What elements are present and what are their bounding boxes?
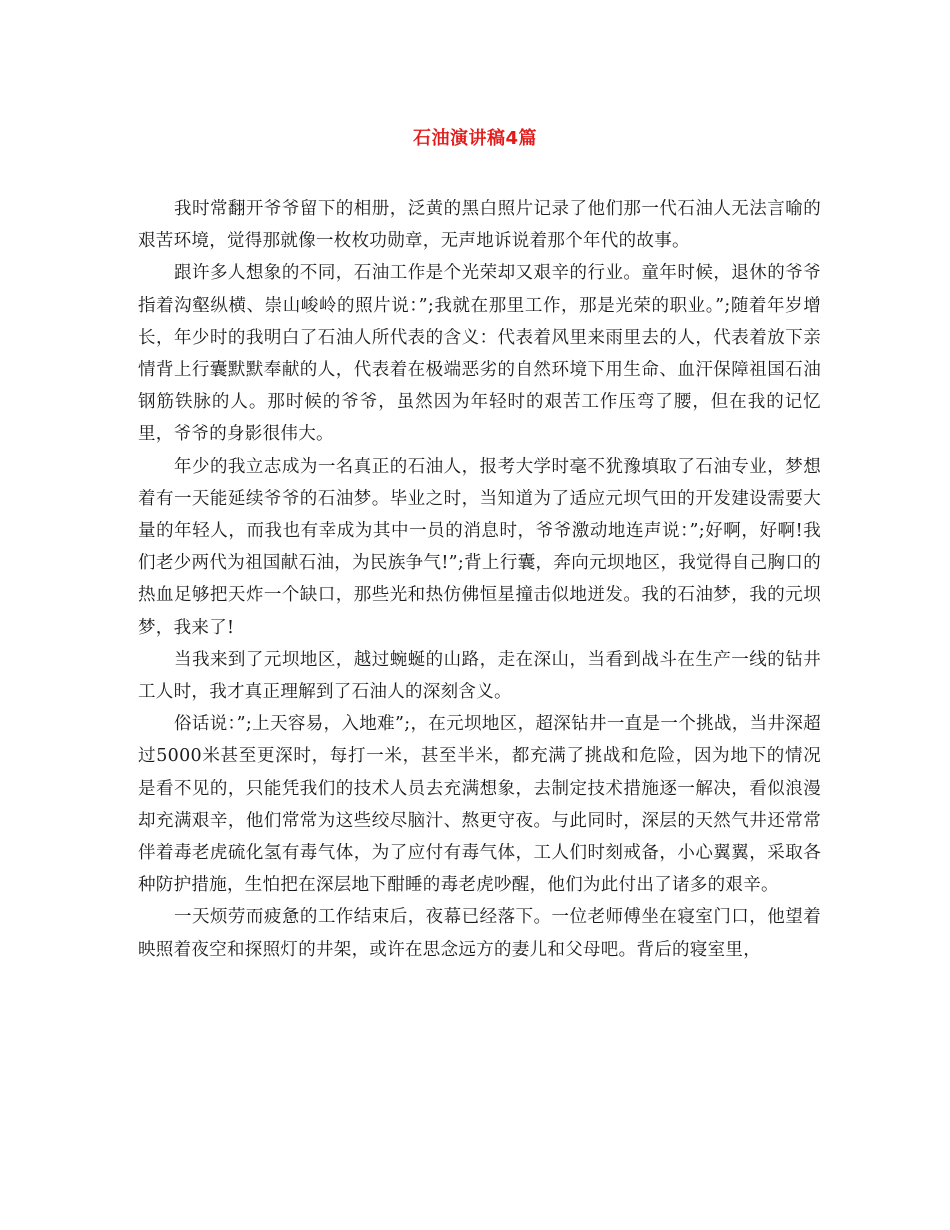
paragraph: 当我来到了元坝地区，越过蜿蜒的山路，走在深山，当看到战斗在生产一线的钻井工人时，我才真正理解到了石油人的深刻含义。 [138, 649, 821, 703]
paragraph: 俗话说：”;上天容易，入地难”;，在元坝地区，超深钻井一直是一个挑战，当井深超过5000米甚至更深时，每打一米，甚至半米，都充满了挑战和危险，因为地下的情况是看不见的，只能凭我们的技术人员去充满想象，去制定技术措施逐一解决，看似浪漫却充满艰辛，他们常常为这些绞尽脑汁、熬更守夜。与此同时，深层的天然气井还常常伴着毒老虎硫化氢有毒气体，为了应付有毒气体，工人们时刻戒备，小心翼翼，采取各种防护措施，生怕把在深层地下酣睡的毒老虎吵醒，他们为此付出了诸多的艰辛。 [138, 714, 821, 896]
paragraph: 跟许多人想象的不同，石油工作是个光荣却又艰辛的行业。童年时候，退休的爷爷指着沟壑纵横、崇山峻岭的照片说：”;我就在那里工作，那是光荣的职业。”;随着年岁增长，年少时的我明白了石油人所代表的含义：代表着风里来雨里去的人，代表着放下亲情背上行囊默默奉献的人，代表着在极端恶劣的自然环境下用生命、血汗保障祖国石油钢筋铁脉的人。那时候的爷爷，虽然因为年轻时的艰苦工作压弯了腰，但在我的记忆里，爷爷的身影很伟大。 [138, 263, 821, 445]
document-body [138, 193, 821, 966]
paragraph: 我时常翻开爷爷留下的相册，泛黄的黑白照片记录了他们那一代石油人无法言喻的艰苦环境，觉得那就像一枚枚功勋章，无声地诉说着那个年代的故事。 [138, 199, 821, 252]
paragraph: 一天烦劳而疲惫的工作结束后，夜幕已经落下。一位老师傅坐在寝室门口，他望着映照着夜空和探照灯的井架，或许在思念远方的妻儿和父母吧。背后的寝室里， [138, 907, 821, 960]
paragraph: 年少的我立志成为一名真正的石油人，报考大学时毫不犹豫填取了石油专业，梦想着有一天能延续爷爷的石油梦。毕业之时，当知道为了适应元坝气田的开发建设需要大量的年轻人，而我也有幸成为其中一员的消息时，爷爷激动地连声说：”;好啊，好啊!我们老少两代为祖国献石油，为民族争气!”;背上行囊，奔向元坝地区，我觉得自己胸口的热血足够把天炸一个缺口，那些光和热仿佛恒星撞击似地迸发。我的石油梦，我的元坝梦，我来了! [138, 456, 821, 638]
document-title: 石油演讲稿4篇 [412, 128, 538, 149]
